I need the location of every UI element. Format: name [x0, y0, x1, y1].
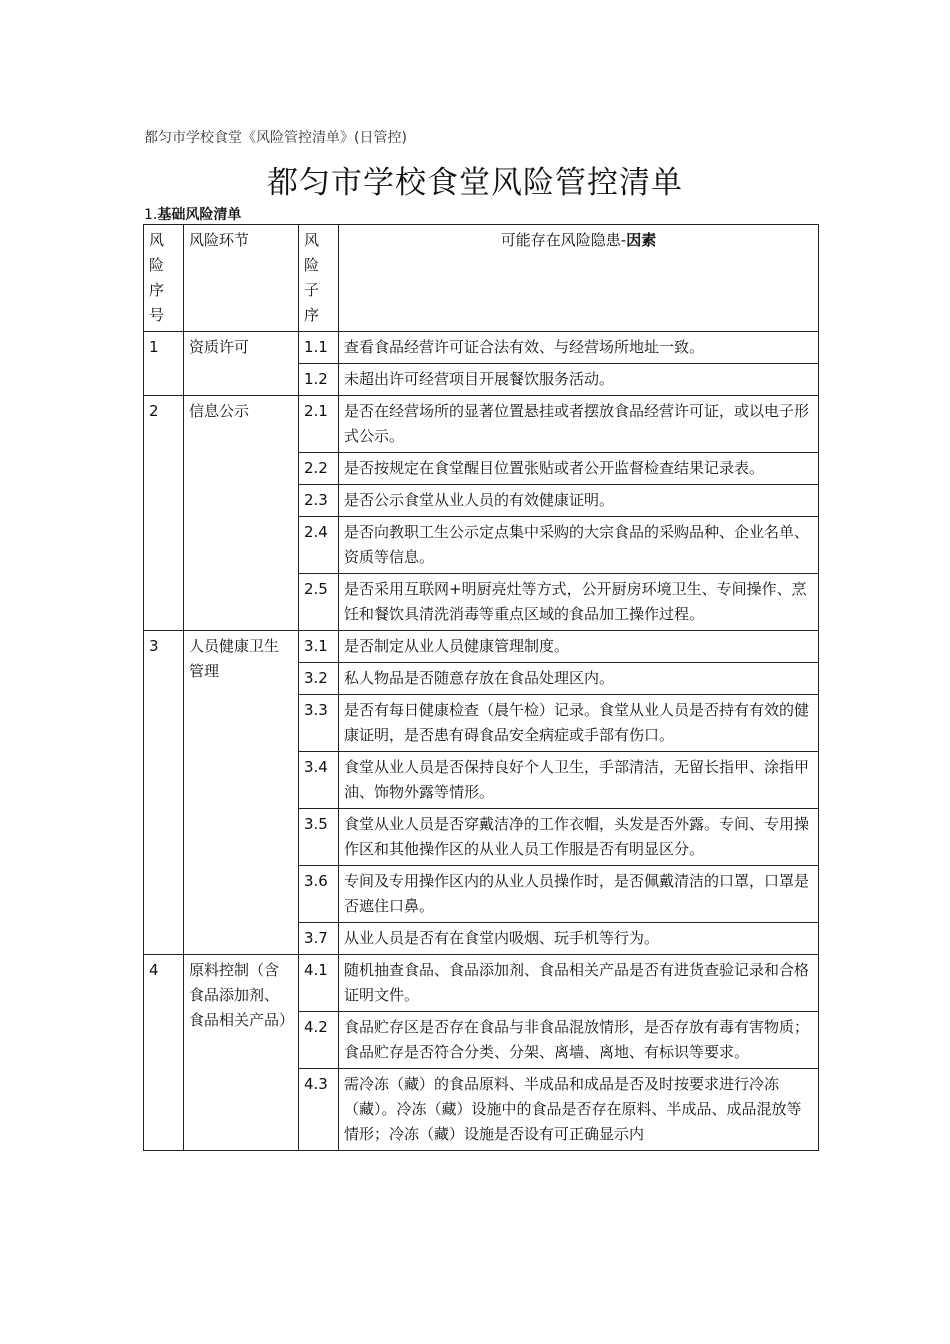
- risk-no-cell: 2: [144, 396, 184, 631]
- sub-no-cell: 4.3: [299, 1069, 339, 1151]
- sub-no-cell: 3.5: [299, 809, 339, 866]
- table-row: [144, 631, 819, 663]
- risk-factor-cell: 食品贮存区是否存在食品与非食品混放情形，是否存放有毒有害物质；食品贮存是否符合分类、分架、离墙、离地、有标识等要求。: [339, 1012, 819, 1069]
- header-risk-factor: [339, 225, 819, 332]
- risk-factor-cell: 是否公示食堂从业人员的有效健康证明。: [339, 485, 819, 517]
- document-title: 都匀市学校食堂风险管控清单: [267, 165, 683, 201]
- risk-factor-cell: 查看食品经营许可证合法有效、与经营场所地址一致。: [339, 332, 819, 364]
- sub-no-cell: 2.3: [299, 485, 339, 517]
- sub-no-cell: 4.1: [299, 955, 339, 1012]
- risk-factor-cell: 是否有每日健康检查（晨午检）记录。食堂从业人员是否持有有效的健康证明，是否患有碍食品安全病症或手部有伤口。: [339, 695, 819, 752]
- risk-factor-cell: 私人物品是否随意存放在食品处理区内。: [339, 663, 819, 695]
- risk-factor-cell: 食堂从业人员是否保持良好个人卫生，手部清洁，无留长指甲、涂指甲油、饰物外露等情形。: [339, 752, 819, 809]
- risk-factor-cell: 专间及专用操作区内的从业人员操作时，是否佩戴清洁的口罩，口罩是否遮住口鼻。: [339, 866, 819, 923]
- risk-no-cell: 3: [144, 631, 184, 955]
- sub-no-cell: 1.2: [299, 364, 339, 396]
- table-header-row: [144, 225, 819, 332]
- risk-factor-cell: 随机抽查食品、食品添加剂、食品相关产品是否有进货查验记录和合格证明文件。: [339, 955, 819, 1012]
- table-row: [144, 955, 819, 1012]
- header-risk-no-text: 风险序号: [149, 231, 165, 324]
- risk-factor-cell: 是否向教职工生公示定点集中采购的大宗食品的采购品种、企业名单、资质等信息。: [339, 517, 819, 574]
- sub-no-cell: 2.2: [299, 453, 339, 485]
- section-title: [144, 204, 241, 224]
- sub-no-cell: 1.1: [299, 332, 339, 364]
- risk-stage-cell: 人员健康卫生管理: [184, 631, 299, 955]
- sub-no-cell: 2.5: [299, 574, 339, 631]
- risk-stage-cell: 原料控制（含食品添加剂、食品相关产品）: [184, 955, 299, 1151]
- risk-factor-cell: 是否按规定在食堂醒目位置张贴或者公开监督检查结果记录表。: [339, 453, 819, 485]
- risk-table: [143, 224, 819, 1151]
- risk-factor-cell: 是否制定从业人员健康管理制度。: [339, 631, 819, 663]
- sub-no-cell: 3.6: [299, 866, 339, 923]
- sub-no-cell: 3.1: [299, 631, 339, 663]
- sub-no-cell: 2.4: [299, 517, 339, 574]
- table-row: [144, 396, 819, 453]
- section-name: 基础风险清单: [157, 207, 242, 223]
- table-row: [144, 332, 819, 364]
- header-sub-no-text: 风险子序: [304, 231, 320, 324]
- sub-no-cell: 4.2: [299, 1012, 339, 1069]
- document-header-label: 都匀市学校食堂《风险管控清单》(日管控): [144, 130, 407, 146]
- sub-no-cell: 3.2: [299, 663, 339, 695]
- header-risk-factor-text: 可能存在风险隐患-: [500, 231, 627, 249]
- header-risk-factor-bold: 因素: [626, 231, 657, 249]
- risk-factor-cell: 从业人员是否有在食堂内吸烟、玩手机等行为。: [339, 923, 819, 955]
- header-risk-no: [144, 225, 184, 332]
- sub-no-cell: 2.1: [299, 396, 339, 453]
- risk-stage-cell: 信息公示: [184, 396, 299, 631]
- risk-factor-cell: 是否采用互联网+明厨亮灶等方式，公开厨房环境卫生、专间操作、烹饪和餐饮具清洗消毒等重点区域的食品加工操作过程。: [339, 574, 819, 631]
- risk-factor-cell: 需冷冻（藏）的食品原料、半成品和成品是否及时按要求进行冷冻（藏）。冷冻（藏）设施中的食品是否存在原料、半成品、成品混放等情形；冷冻（藏）设施是否设有可正确显示内: [339, 1069, 819, 1151]
- risk-factor-cell: 是否在经营场所的显著位置悬挂或者摆放食品经营许可证，或以电子形式公示。: [339, 396, 819, 453]
- header-stage: 风险环节: [184, 225, 299, 332]
- risk-factor-cell: 未超出许可经营项目开展餐饮服务活动。: [339, 364, 819, 396]
- section-number: 1.: [144, 207, 158, 223]
- risk-stage-cell: 资质许可: [184, 332, 299, 396]
- sub-no-cell: 3.3: [299, 695, 339, 752]
- sub-no-cell: 3.4: [299, 752, 339, 809]
- risk-no-cell: 4: [144, 955, 184, 1151]
- risk-no-cell: 1: [144, 332, 184, 396]
- risk-factor-cell: 食堂从业人员是否穿戴洁净的工作衣帽，头发是否外露。专间、专用操作区和其他操作区的从业人员工作服是否有明显区分。: [339, 809, 819, 866]
- header-sub-no: [299, 225, 339, 332]
- sub-no-cell: 3.7: [299, 923, 339, 955]
